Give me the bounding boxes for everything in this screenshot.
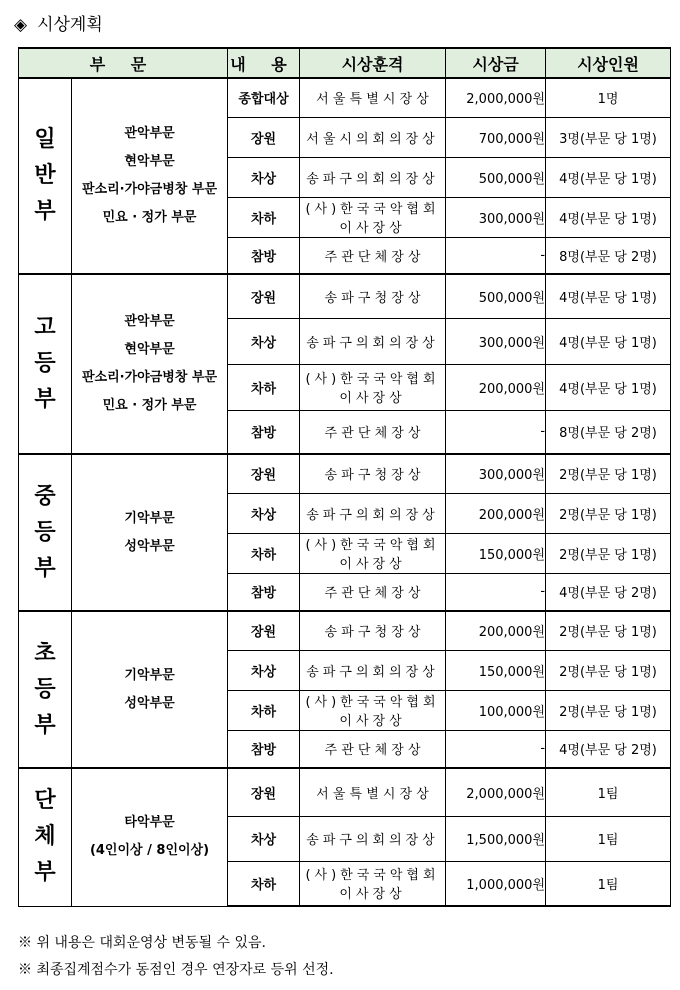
category-list: [72, 78, 228, 274]
division-label: [19, 274, 72, 454]
prize-name: 차하: [228, 197, 300, 237]
prize-money: 100,000원: [446, 690, 546, 730]
prize-money: 2,000,000원: [446, 768, 546, 816]
prize-money: 1,500,000원: [446, 816, 546, 861]
prize-name: 참방: [228, 730, 300, 768]
prize-money: 300,000원: [446, 197, 546, 237]
prize-money: 150,000원: [446, 650, 546, 690]
prize-money: 2,000,000원: [446, 78, 546, 117]
prize-money: 300,000원: [446, 318, 546, 364]
diamond-bullet-icon: ◈: [14, 15, 28, 35]
honor-title: (사)한국국악협회이사장상: [300, 364, 446, 410]
winner-count: 4명(부문 당 2명): [546, 730, 671, 768]
category-item: 타악부문: [124, 815, 175, 831]
honor-title: 송 파 구 청 장 상: [300, 611, 446, 650]
section-title: [14, 10, 103, 35]
prize-money: 300,000원: [446, 454, 546, 493]
category-item: 기악부문: [124, 667, 175, 683]
honor-title: 송파구의회의장상: [300, 493, 446, 533]
winner-count: 1팀: [546, 768, 671, 816]
table-row: [19, 768, 671, 816]
prize-money: -: [446, 573, 546, 611]
winner-count: 4명(부문 당 1명): [546, 157, 671, 197]
prize-money: -: [446, 410, 546, 454]
table-row: [19, 274, 671, 318]
honor-title: 주 관 단 체 장 상: [300, 410, 446, 454]
prize-name: 참방: [228, 410, 300, 454]
prize-name: 차상: [228, 816, 300, 861]
category-item: 기악부문: [124, 510, 175, 526]
prize-money: 150,000원: [446, 533, 546, 573]
division-label: [19, 611, 72, 768]
winner-count: 4명(부문 당 1명): [546, 197, 671, 237]
category-item: (4인이상 / 8인이상): [89, 843, 210, 859]
category-item: 판소리·가야금병창 부문: [81, 370, 218, 385]
category-list: [72, 611, 228, 768]
division-char: 부: [34, 712, 56, 738]
note-line: ※ 위 내용은 대회운영상 변동될 수 있음.: [18, 935, 267, 951]
division-char: 부: [34, 860, 56, 886]
winner-count: 2명(부문 당 1명): [546, 690, 671, 730]
division-char: 등: [34, 676, 56, 702]
prize-name: 장원: [228, 274, 300, 318]
notes: [18, 930, 334, 984]
prize-name: 장원: [228, 768, 300, 816]
category-item: 현악부문: [124, 342, 175, 357]
division-char: 반: [34, 163, 56, 188]
prize-name: 장원: [228, 117, 300, 157]
division-char: 체: [34, 824, 56, 850]
prize-name: 차상: [228, 318, 300, 364]
prize-name: 차하: [228, 364, 300, 410]
division-char: 일: [34, 127, 56, 152]
section-title-text: 시상계획: [37, 15, 103, 35]
honor-title: 송 파 구 청 장 상: [300, 274, 446, 318]
header-division: 부 문: [19, 48, 228, 78]
category-item: 민요 · 정가 부문: [102, 210, 197, 225]
note-line: ※ 최종집계점수가 동점인 경우 연장자로 등위 선정.: [18, 962, 334, 978]
prize-name: 차상: [228, 493, 300, 533]
prize-name: 참방: [228, 573, 300, 611]
header-honor: 시상훈격: [300, 48, 446, 78]
honor-title: 송파구의회의장상: [300, 157, 446, 197]
prize-name: 차하: [228, 533, 300, 573]
category-item: 판소리·가야금병창 부문: [81, 182, 218, 197]
category-item: 관악부문: [124, 314, 175, 329]
prize-money: 500,000원: [446, 274, 546, 318]
prize-name: 차상: [228, 650, 300, 690]
winner-count: 4명(부문 당 1명): [546, 364, 671, 410]
honor-title: 송파구의회의장상: [300, 318, 446, 364]
prize-money: 200,000원: [446, 493, 546, 533]
winner-count: 3명(부문 당 1명): [546, 117, 671, 157]
winner-count: 8명(부문 당 2명): [546, 237, 671, 274]
honor-title: (사)한국국악협회이사장상: [300, 197, 446, 237]
division-label: [19, 78, 72, 274]
honor-title: 서울시의회의장상: [300, 117, 446, 157]
division-char: 부: [34, 555, 56, 581]
prize-money: 200,000원: [446, 364, 546, 410]
division-char: 단: [34, 788, 56, 814]
awards-table: [18, 47, 671, 907]
honor-title: 송파구의회의장상: [300, 650, 446, 690]
winner-count: 4명(부문 당 1명): [546, 274, 671, 318]
category-item: 관악부문: [124, 126, 175, 141]
prize-money: -: [446, 730, 546, 768]
prize-name: 참방: [228, 237, 300, 274]
category-list: [72, 768, 228, 906]
division-char: 중: [34, 483, 56, 509]
division-char: 등: [34, 351, 56, 376]
winner-count: 1팀: [546, 816, 671, 861]
winner-count: 2명(부문 당 1명): [546, 454, 671, 493]
prize-name: 장원: [228, 611, 300, 650]
honor-title: (사)한국국악협회이사장상: [300, 533, 446, 573]
prize-money: -: [446, 237, 546, 274]
winner-count: 2명(부문 당 1명): [546, 533, 671, 573]
winner-count: 1팀: [546, 861, 671, 906]
category-list: [72, 274, 228, 454]
winner-count: 4명(부문 당 1명): [546, 318, 671, 364]
winner-count: 8명(부문 당 2명): [546, 410, 671, 454]
prize-name: 장원: [228, 454, 300, 493]
category-item: 현악부문: [124, 154, 175, 169]
prize-money: 500,000원: [446, 157, 546, 197]
table-row: [19, 78, 671, 117]
table-row: [19, 611, 671, 650]
category-list: [72, 454, 228, 611]
division-label: [19, 454, 72, 611]
division-char: 고: [34, 315, 56, 340]
awards-table-body: [19, 78, 671, 906]
division-label: [19, 768, 72, 906]
category-item: 성악부문: [124, 538, 175, 554]
prize-name: 차하: [228, 690, 300, 730]
division-char: 등: [34, 519, 56, 545]
winner-count: 4명(부문 당 2명): [546, 573, 671, 611]
division-char: 부: [34, 199, 56, 224]
table-header-row: [19, 48, 671, 78]
honor-title: 서 울 특 별 시 장 상: [300, 768, 446, 816]
category-item: 민요 · 정가 부문: [102, 398, 197, 413]
prize-money: 700,000원: [446, 117, 546, 157]
division-char: 부: [34, 387, 56, 412]
prize-money: 200,000원: [446, 611, 546, 650]
honor-title: 송 파 구 청 장 상: [300, 454, 446, 493]
honor-title: 송파구의회의장상: [300, 816, 446, 861]
winner-count: 2명(부문 당 1명): [546, 493, 671, 533]
division-char: 초: [34, 640, 56, 666]
honor-title: 서 울 특 별 시 장 상: [300, 78, 446, 117]
prize-name: 차상: [228, 157, 300, 197]
honor-title: 주 관 단 체 장 상: [300, 730, 446, 768]
category-item: 성악부문: [124, 695, 175, 711]
prize-name: 종합대상: [228, 78, 300, 117]
winner-count: 2명(부문 당 1명): [546, 650, 671, 690]
winner-count: 1명: [546, 78, 671, 117]
honor-title: 주 관 단 체 장 상: [300, 237, 446, 274]
prize-money: 1,000,000원: [446, 861, 546, 906]
table-row: [19, 454, 671, 493]
honor-title: (사)한국국악협회이사장상: [300, 690, 446, 730]
header-count: 시상인원: [546, 48, 671, 78]
honor-title: 주 관 단 체 장 상: [300, 573, 446, 611]
winner-count: 2명(부문 당 1명): [546, 611, 671, 650]
prize-name: 차하: [228, 861, 300, 906]
header-content: 내 용: [228, 48, 300, 78]
header-money: 시상금: [446, 48, 546, 78]
honor-title: (사)한국국악협회이사장상: [300, 861, 446, 906]
